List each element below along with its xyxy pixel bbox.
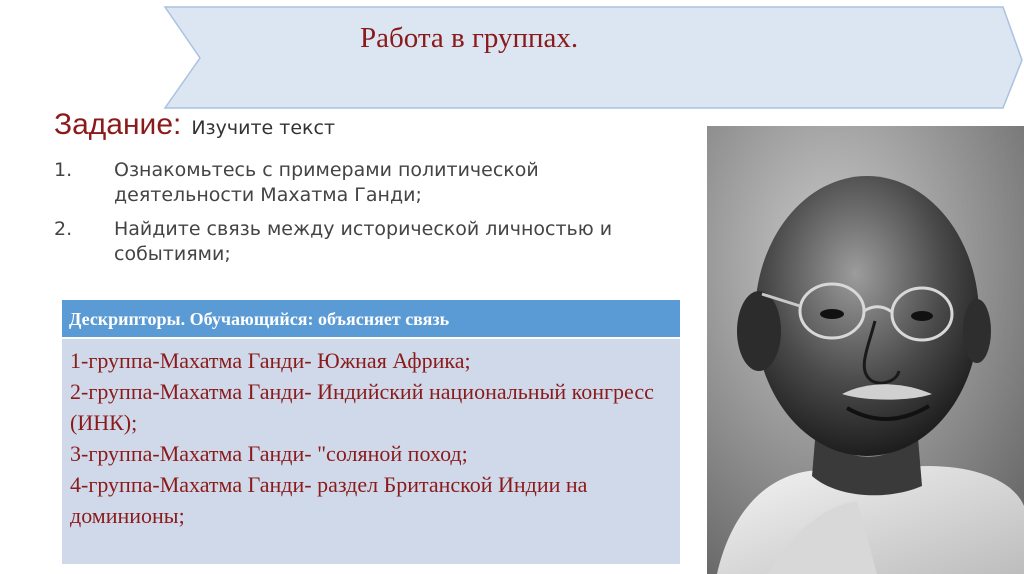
step-item xyxy=(54,158,674,208)
group-row: 4-группа-Махатма Ганди- раздел Британской Индии на доминионы; xyxy=(70,472,588,528)
page-title: Работа в группах. xyxy=(360,22,579,54)
task-heading xyxy=(54,108,335,142)
gandhi-portrait-image xyxy=(707,126,1024,574)
step-text: Найдите связь между исторической личностью и событиями; xyxy=(114,218,613,265)
task-label: Задание: xyxy=(54,108,182,141)
title-banner xyxy=(0,0,1024,110)
portrait-illustration xyxy=(707,126,1024,574)
group-row: 2-группа-Махатма Ганди- Индийский национальный конгресс (ИНК); xyxy=(70,379,654,435)
table-header: Дескрипторы. Обучающийся: объясняет связь xyxy=(62,300,680,339)
task-text: Изучите текст xyxy=(191,117,336,139)
banner-chevron-shape xyxy=(0,0,1024,110)
step-text: Ознакомьтесь с примерами политической деятельности Махатма Ганди; xyxy=(114,159,539,206)
group-row: 3-группа-Махатма Ганди- "соляной поход; xyxy=(70,441,468,466)
step-item xyxy=(54,217,674,267)
descriptor-table xyxy=(62,300,680,564)
table-body xyxy=(62,339,680,564)
steps-list xyxy=(54,158,674,276)
step-number: 1. xyxy=(54,159,73,181)
step-number: 2. xyxy=(54,218,73,240)
group-row: 1-группа-Махатма Ганди- Южная Африка; xyxy=(70,348,471,373)
